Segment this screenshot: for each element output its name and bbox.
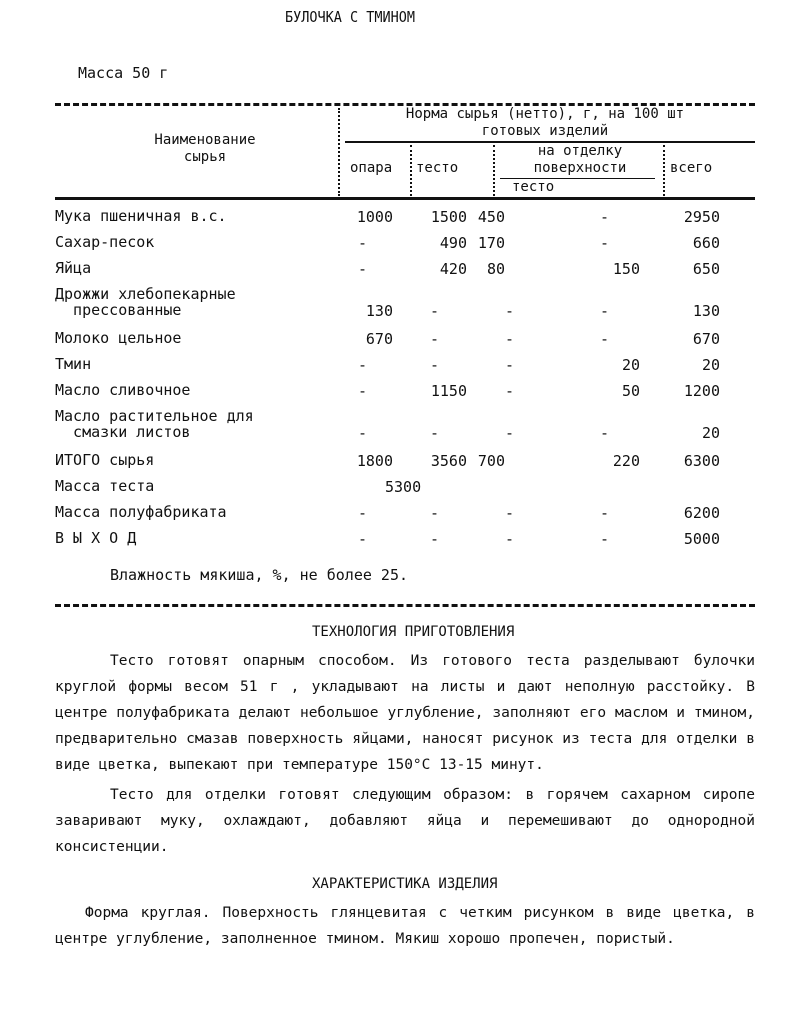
table-row [55,530,735,556]
column-separator [338,108,340,196]
name-line: ИТОГО сырья [55,451,155,469]
cell-value: - [358,234,368,252]
cell-value: 1800 [356,452,393,470]
cell-value: 2950 [683,208,720,226]
cell-value: 700 [477,452,505,470]
cell-value: 670 [365,330,393,348]
cell-value: - [358,260,368,278]
cell-value: - [430,356,440,374]
cell-value: 6200 [683,504,720,522]
cell-value: 5000 [683,530,720,548]
ingredient-name [55,530,136,546]
cell-value: - [358,504,368,522]
table-row [55,208,735,234]
cell-value: 80 [486,260,505,278]
cell-value: - [358,530,368,548]
table-row [55,356,735,382]
name-line: Тмин [55,355,92,373]
column-separator [493,145,495,196]
cell-value: - [430,330,440,348]
cell-value: 1500 [430,208,467,226]
moisture-note: Влажность мякиша, %, не более 25. [110,566,409,584]
table-row [55,234,735,260]
name-line: смазки листов [55,423,191,441]
text-section [55,622,755,956]
name-line: Дрожжи хлебопекарные [55,285,236,303]
cell-value: - [505,382,515,400]
ingredient-name [55,504,227,520]
norm-header [345,106,745,140]
subheader-finish [500,143,660,177]
characteristics-paragraph: Форма круглая. Поверхность глянцевитая с четким рисунком в виде цветка, в центре углубление, заполненное тмином. Мякиш хорошо пропечен, пористый. [55,905,755,947]
name-line: Масса теста [55,477,155,495]
cell-value: - [505,302,515,320]
table-row [55,285,735,320]
table-row [55,504,735,530]
cell-value: - [600,424,610,442]
cell-value: - [430,530,440,548]
cell-value: - [358,356,368,374]
cell-value: - [600,208,610,226]
column-separator [663,145,665,196]
ingredient-name [55,408,254,440]
name-line: Яйца [55,259,92,277]
cell-value: 20 [701,424,720,442]
subheader-testo: тесто [416,160,459,176]
header-line: Наименование [154,132,256,148]
cell-value: 650 [692,260,720,278]
cell-value: 450 [477,208,505,226]
cell-value: 670 [692,330,720,348]
table-row [55,330,735,356]
cell-value: - [430,302,440,320]
tech-section-title: ТЕХНОЛОГИЯ ПРИГОТОВЛЕНИЯ [312,624,515,640]
header-line: на отделку [537,143,623,159]
header-line: сырья [183,149,227,165]
cell-value: - [600,530,610,548]
cell-value: - [358,424,368,442]
name-line: Мука пшеничная в.с. [55,207,227,225]
cell-value: - [505,504,515,522]
cell-value: - [600,504,610,522]
cell-value: - [358,382,368,400]
col-name-header [85,132,325,166]
cell-value: 220 [612,452,640,470]
header-line: поверхности [533,160,627,176]
characteristics-title: ХАРАКТЕРИСТИКА ИЗДЕЛИЯ [312,876,498,892]
name-line: Масса полуфабриката [55,503,227,521]
table-row [55,478,735,504]
ingredient-name [55,286,236,318]
ingredient-name [55,234,154,250]
cell-value: 130 [365,302,393,320]
subheader-opara: опара [350,160,393,176]
cell-value: 420 [439,260,467,278]
ingredient-name [55,452,154,468]
name-line: Молоко цельное [55,329,182,347]
ingredient-name [55,208,227,224]
cell-value: 50 [621,382,640,400]
tech-paragraph-1: Тесто готовят опарным способом. Из готового теста разделывают булочки круглой формы весом 51 г , укладывают на листы и дают неполную расстойку. В центре полуфабриката делают небольшое углубление, заполняют его маслом и тмином, предварительно смазав поверхность яйцами, наносят рисунок из теста для отделки в виде цветка, выпекают при температуре 150°С 13-15 минут. [55,653,755,773]
table-row [55,452,735,478]
ingredient-name [55,330,181,346]
cell-value: 5300 [385,478,422,496]
table-row [55,407,735,442]
table-row [55,382,735,408]
cell-value: 6300 [683,452,720,470]
cell-value: 3560 [430,452,467,470]
ingredient-name [55,356,91,372]
ingredient-name [55,260,91,276]
cell-value: - [430,504,440,522]
cell-value: - [430,424,440,442]
cell-value: - [505,356,515,374]
cell-value: - [600,330,610,348]
cell-value: 1000 [356,208,393,226]
header-line: Норма сырья (нетто), г, на 100 шт [405,106,685,122]
section-rule [55,604,755,607]
cell-value: - [505,424,515,442]
header-bottom-rule [55,197,755,200]
name-line: Масло сливочное [55,381,191,399]
cell-value: - [505,530,515,548]
cell-value: 1150 [430,382,467,400]
name-line: В Ы Х О Д [55,529,137,547]
subheader-finish-testo: тесто [512,179,555,195]
ingredient-name [55,382,190,398]
tech-paragraph-2: Тесто для отделки готовят следующим образом: в горячем сахарном сиропе заваривают муку, охлаждают, добавляют яйца и перемешивают до однородной консистенции. [55,787,755,855]
name-line: Сахар-песок [55,233,155,251]
ingredient-name [55,478,154,494]
name-line: прессованные [55,301,182,319]
column-separator [410,145,412,196]
cell-value: 150 [612,260,640,278]
document-title: БУЛОЧКА С ТМИНОМ [285,8,416,26]
cell-value: 1200 [683,382,720,400]
cell-value: 20 [701,356,720,374]
cell-value: 20 [621,356,640,374]
product-mass: Масса 50 г [78,64,169,82]
cell-value: 170 [477,234,505,252]
cell-value: - [600,302,610,320]
cell-value: 130 [692,302,720,320]
cell-value: - [505,330,515,348]
subheader-total: всего [670,160,713,176]
table-row [55,260,735,286]
header-line: готовых изделий [481,123,609,139]
cell-value: 660 [692,234,720,252]
cell-value: - [600,234,610,252]
cell-value: 490 [439,234,467,252]
name-line: Масло растительное для [55,407,254,425]
